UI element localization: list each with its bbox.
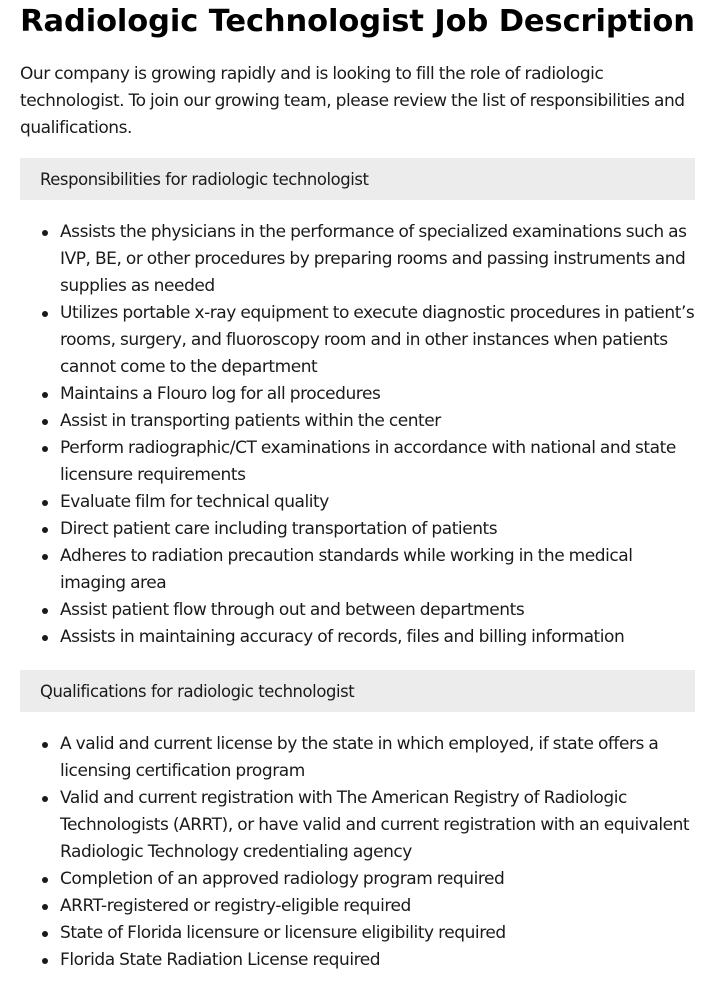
list-item: A valid and current license by the state in which employed, if state offers a licensing certification program (60, 731, 695, 785)
qualifications-list (20, 731, 695, 974)
intro-paragraph: Our company is growing rapidly and is looking to fill the role of radiologic technologist. To join our growing team, please review the list of responsibilities and qualifications. (20, 64, 685, 138)
list-item: Utilizes portable x-ray equipment to execute diagnostic procedures in patient’s rooms, surgery, and fluoroscopy room and in other instances when patients cannot come to the department (60, 300, 695, 381)
page-title: Radiologic Technologist Job Description (20, 4, 695, 39)
list-item: State of Florida licensure or licensure eligibility required (60, 920, 695, 947)
responsibilities-list (20, 219, 695, 651)
list-item: Assists in maintaining accuracy of records, files and billing information (60, 624, 695, 651)
list-item: Completion of an approved radiology program required (60, 866, 695, 893)
list-item: Assist in transporting patients within the center (60, 408, 695, 435)
list-item: Assist patient flow through out and between departments (60, 597, 695, 624)
list-item: Maintains a Flouro log for all procedures (60, 381, 695, 408)
responsibilities-heading: Responsibilities for radiologic technologist (20, 158, 695, 200)
list-item: Adheres to radiation precaution standards while working in the medical imaging area (60, 543, 695, 597)
list-item: Florida State Radiation License required (60, 947, 695, 974)
list-item: Valid and current registration with The American Registry of Radiologic Technologists (ARRT), or have valid and current registration with an equivalent Radiologic Technology credentialing agency (60, 785, 695, 866)
qualifications-heading: Qualifications for radiologic technologist (20, 670, 695, 712)
list-item: Direct patient care including transportation of patients (60, 516, 695, 543)
list-item: ARRT-registered or registry-eligible required (60, 893, 695, 920)
list-item: Perform radiographic/CT examinations in accordance with national and state licensure requirements (60, 435, 695, 489)
list-item: Assists the physicians in the performance of specialized examinations such as IVP, BE, or other procedures by preparing rooms and passing instruments and supplies as needed (60, 219, 695, 300)
list-item: Evaluate film for technical quality (60, 489, 695, 516)
